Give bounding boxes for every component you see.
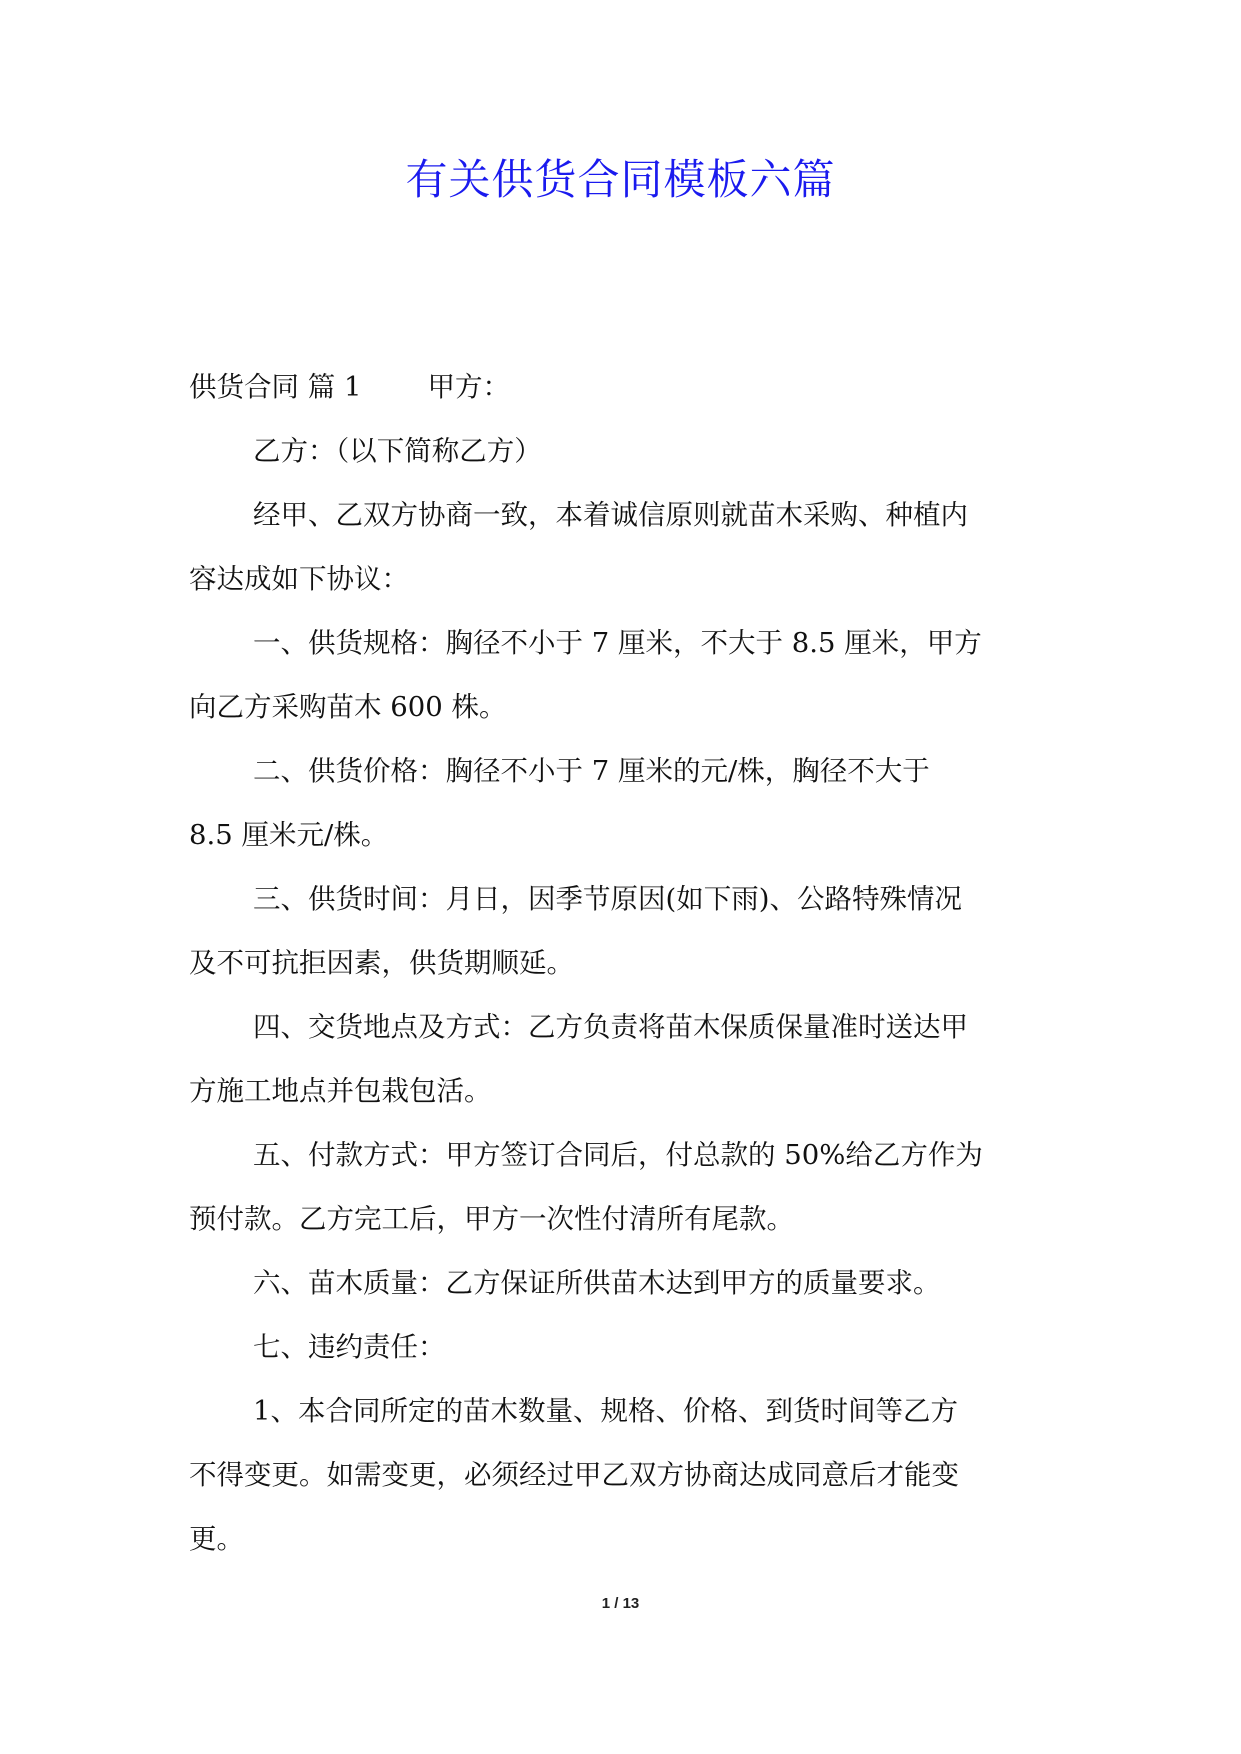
paragraph-line: 更。 xyxy=(189,1523,244,1555)
paragraph-line: 三、供货时间：月日，因季节原因(如下雨)、公路特殊情况 xyxy=(253,883,962,915)
paragraph-line: 二、供货价格：胸径不小于 7 厘米的元/株，胸径不大于 xyxy=(253,755,930,787)
document-body xyxy=(189,355,1055,1571)
paragraph-line: 预付款。乙方完工后，甲方一次性付清所有尾款。 xyxy=(189,1203,794,1235)
party-a-label: 甲方： xyxy=(427,371,510,403)
paragraph-line: 及不可抗拒因素，供货期顺延。 xyxy=(189,947,574,979)
page-number: 1 / 13 xyxy=(601,1595,640,1612)
paragraph-line: 七、违约责任： xyxy=(253,1331,446,1363)
document-title: 有关供货合同模板六篇 xyxy=(405,155,836,204)
paragraph-line: 1、本合同所定的苗木数量、规格、价格、到货时间等乙方 xyxy=(253,1395,958,1427)
paragraph-line: 一、供货规格：胸径不小于 7 厘米，不大于 8.5 厘米，甲方 xyxy=(253,627,982,659)
paragraph-line: 经甲、乙双方协商一致，本着诚信原则就苗木采购、种植内 xyxy=(253,499,968,531)
paragraph-line: 向乙方采购苗木 600 株。 xyxy=(189,691,507,723)
paragraph-line: 四、交货地点及方式：乙方负责将苗木保质保量准时送达甲 xyxy=(253,1011,968,1043)
contract-section-label: 供货合同 篇 1 xyxy=(189,371,362,403)
paragraph-line: 六、苗木质量：乙方保证所供苗木达到甲方的质量要求。 xyxy=(253,1267,941,1299)
paragraph-line: 不得变更。如需变更，必须经过甲乙双方协商达成同意后才能变 xyxy=(189,1459,959,1491)
party-b-line: 乙方：（以下简称乙方） xyxy=(253,435,542,467)
paragraph-line: 容达成如下协议： xyxy=(189,563,409,595)
paragraph-line: 五、付款方式：甲方签订合同后，付总款的 50%给乙方作为 xyxy=(253,1139,983,1171)
contract-heading-line xyxy=(189,355,1055,419)
paragraph-line: 8.5 厘米元/株。 xyxy=(189,819,389,851)
paragraph-line: 方施工地点并包栽包活。 xyxy=(189,1075,492,1107)
